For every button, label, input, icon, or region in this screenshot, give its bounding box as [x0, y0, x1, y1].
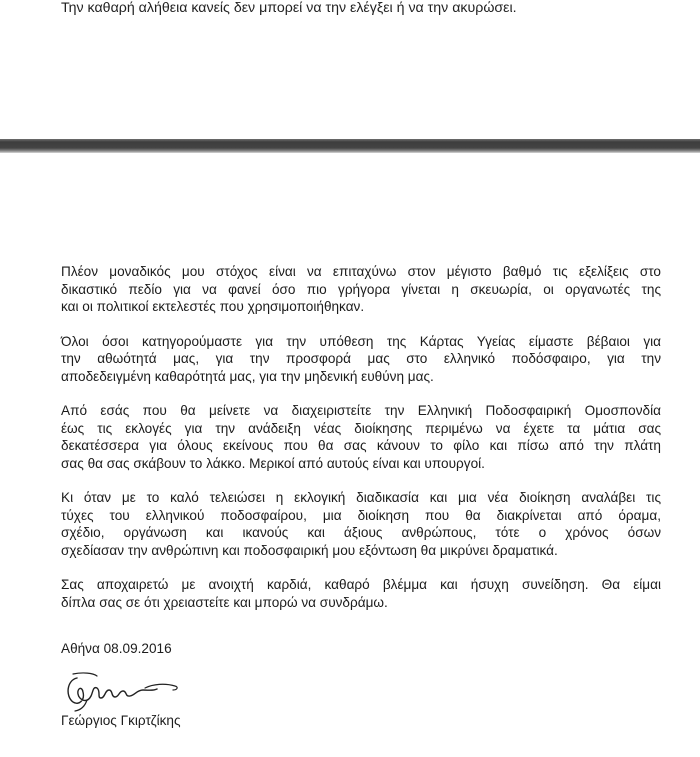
- paragraph-3: [61, 402, 661, 472]
- previous-page-last-line: Την καθαρή αλήθεια κανείς δεν μπορεί να την ελέγξει ή να την ακυρώσει.: [61, 0, 517, 16]
- text-line: σχεδίασαν την ανθρώπινη και ποδοσφαιρική μου εξόντωση θα μικρύνει δραματικά.: [61, 542, 558, 558]
- date-line: Αθήνα 08.09.2016: [61, 641, 172, 656]
- text-line: δικαστικό πεδίο για να φανεί όσο πιο γρήγορα γίνεται η σκευωρία, οι οργανωτές της: [61, 281, 661, 297]
- letter-body: [61, 263, 661, 628]
- text-line: Όλοι όσοι κατηγορούμαστε για την υπόθεση της Κάρτας Υγείας είμαστε βέβαιοι για: [61, 333, 661, 349]
- text-line: Κι όταν με το καλό τελειώσει η εκλογική διαδικασία και μια νέα διοίκηση αναλάβει τις: [61, 490, 661, 505]
- page-separator: [0, 139, 700, 153]
- text-line: σχέδιο, οργάνωση και ικανούς και άξιους ανθρώπους, τότε ο χρόνος όσων: [61, 525, 661, 540]
- paragraph-2: [61, 333, 661, 386]
- text-line: έως τις εκλογές για την ανάδειξη νέας διοίκησης περιμένω να έχετε τα μάτια σας: [61, 420, 661, 436]
- text-line: Από εσάς που θα μείνετε να διαχειριστείτε την Ελληνική Ποδοσφαιρική Ομοσπονδία: [61, 403, 661, 418]
- text-line: σας θα σας σκάβουν το λάκκο. Μερικοί από αυτούς είναι και υπουργοί.: [61, 455, 485, 471]
- text-line: δίπλα σας σε ότι χρειαστείτε και μπορώ να συνδράμω.: [61, 594, 388, 610]
- paragraph-5: [61, 576, 661, 611]
- paragraph-4: [61, 489, 661, 559]
- text-line: αποδεδειγμένη καθαρότητά μας, για την μηδενική ευθύνη μας.: [61, 368, 434, 384]
- text-line: Πλέον μοναδικός μου στόχος είναι να επιταχύνω στον μέγιστο βαθμό τις εξελίξεις στο: [61, 264, 661, 279]
- signer-name: Γεώργιος Γκιρτζίκης: [61, 713, 181, 728]
- text-line: και οι πολιτικοί εκτελεστές που χρησιμοποιήθηκαν.: [61, 299, 365, 314]
- handwritten-signature: [63, 664, 193, 712]
- text-line: Σας αποχαιρετώ με ανοιχτή καρδιά, καθαρό βλέμμα και ήσυχη συνείδηση. Θα είμαι: [61, 577, 661, 592]
- paragraph-1: [61, 263, 661, 316]
- previous-page-fragment: [0, 0, 700, 139]
- text-line: τύχες του ελληνικού ποδοσφαίρου, μια διοίκηση που θα διακρίνεται από όραμα,: [61, 507, 661, 523]
- text-line: την αθωότητά μας, για την προσφορά μας στο ελληνικό ποδόσφαιρο, για την: [61, 351, 661, 366]
- text-line: δεκατέσσερα για όλους εκείνους που θα σας κάνουν το φίλο και πίσω από την πλάτη: [61, 438, 661, 453]
